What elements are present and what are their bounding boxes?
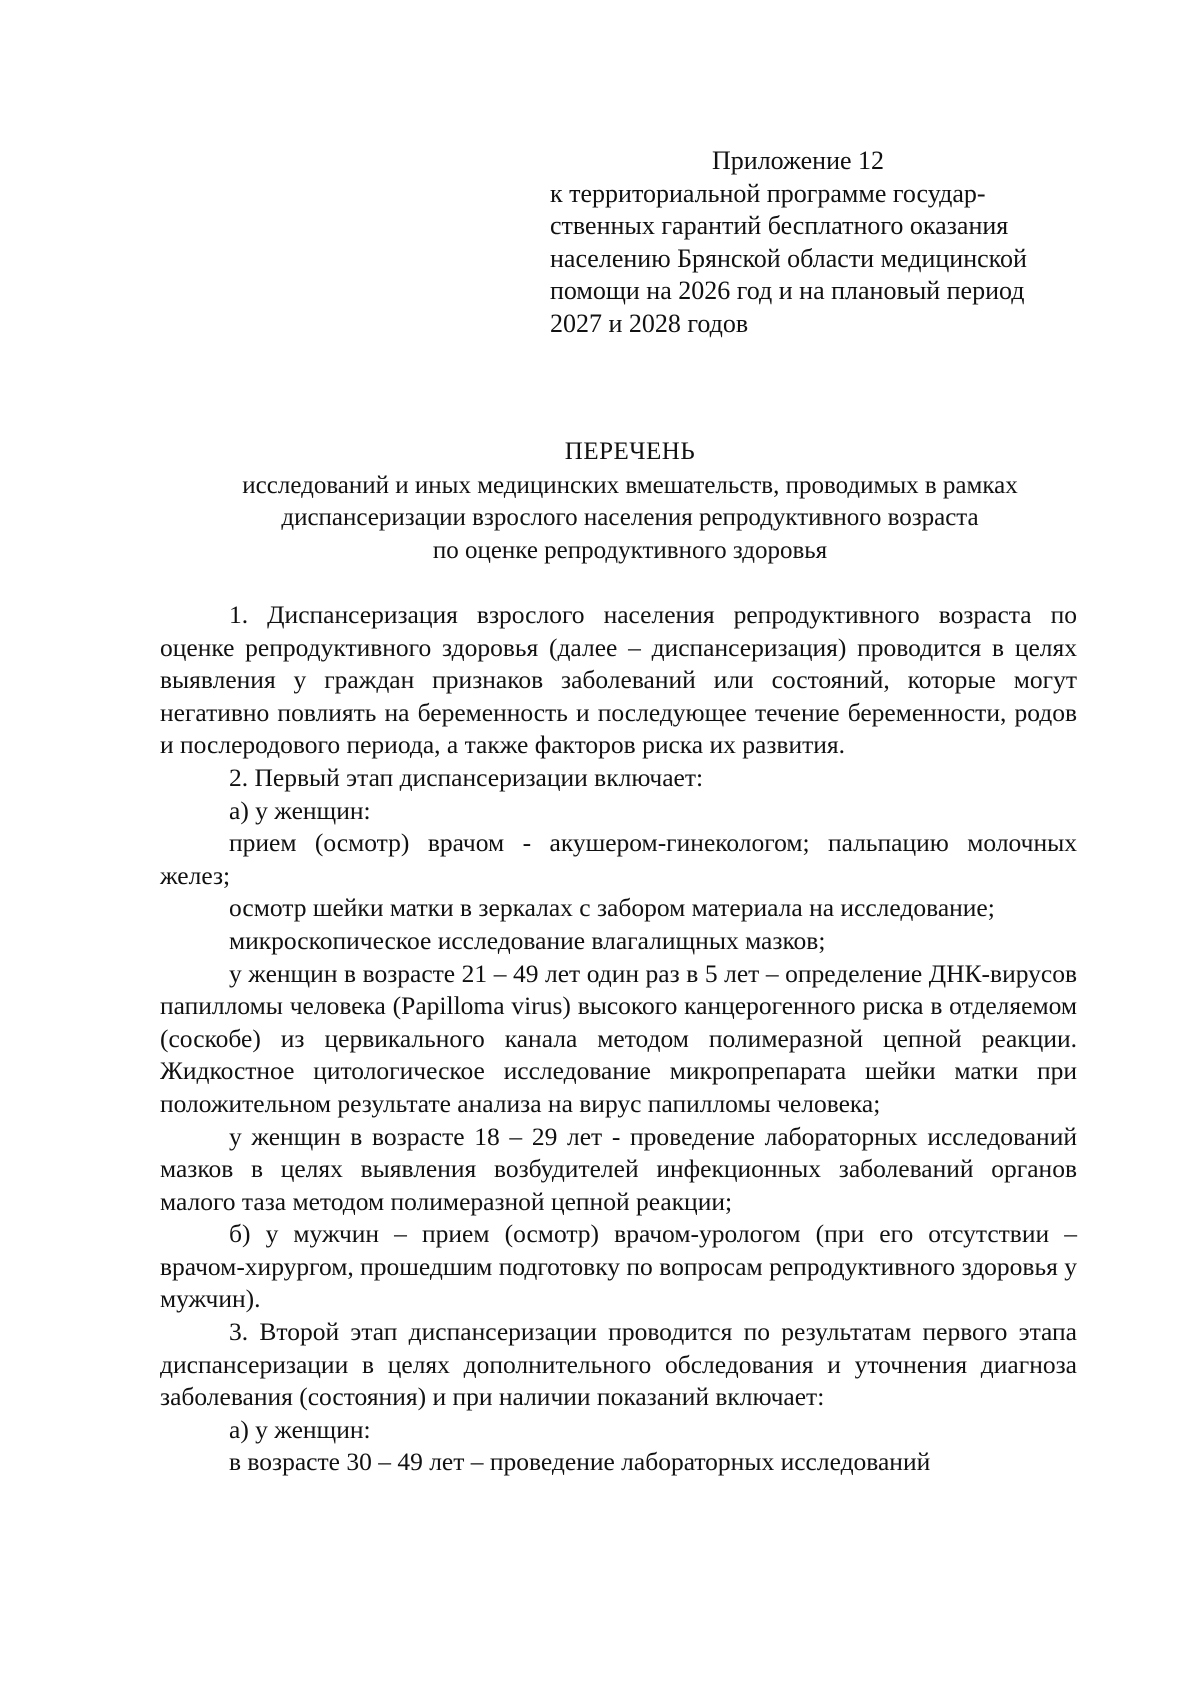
list-item: осмотр шейки матки в зеркалах с забором материала на исследование; (229, 893, 995, 923)
appendix-line: ственных гарантий бесплатного оказания (550, 211, 1009, 241)
document-body (160, 599, 1077, 1479)
list-item: микроскопическое исследование влагалищных мазков; (229, 925, 826, 955)
appendix-line: помощи на 2026 год и на плановый период (550, 276, 1025, 306)
document-heading (160, 436, 1100, 567)
heading-line: исследований и иных медицинских вмешательств, проводимых в рамках (242, 471, 1018, 499)
list-item: у женщин в возрасте 18 – 29 лет - проведение лабораторных исследований мазков в целях выявления возбудителей инфекционных заболеваний органов малого таза методом полимеразной цепной реакции; (160, 1121, 1077, 1216)
paragraph-3: 3. Второй этап диспансеризации проводится по результатам первого этапа диспансеризации в целях дополнительного обследования и уточнения диагноза заболевания (состояния) и при наличии показаний включает: (160, 1317, 1077, 1412)
list-item: у женщин в возрасте 21 – 49 лет один раз в 5 лет – определение ДНК-вирусов папилломы человека (Papilloma virus) высокого канцерогенного риска в отделяемом (соскобе) из цервикального канала методом полимеразной цепной реакции. Жидкостное цитологическое исследование микропрепарата шейки матки при положительном результате анализа на вирус папилломы человека; (160, 958, 1077, 1118)
paragraph-2: 2. Первый этап диспансеризации включает: (229, 762, 704, 792)
paragraph-2b: б) у мужчин – прием (осмотр) врачом-урологом (при его отсутствии – врачом-хирургом, прошедшим подготовку по вопросам репродуктивного здоровья у мужчин). (160, 1219, 1077, 1314)
paragraph-1: 1. Диспансеризация взрослого населения репродуктивного возраста по оценке репродуктивного здоровья (далее – диспансеризация) проводится в целях выявления у граждан признаков заболеваний или состояний, которые могут негативно повлиять на беременность и последующее течение беременности, родов и послеродового периода, а также факторов риска их развития. (160, 600, 1077, 760)
appendix-line: населению Брянской области медицинской (550, 243, 1027, 273)
heading-line: диспансеризации взрослого населения репродуктивного возраста (281, 504, 979, 531)
paragraph-3a: а) у женщин: (229, 1414, 371, 1444)
document-title: ПЕРЕЧЕНЬ (564, 438, 696, 465)
appendix-line: к территориальной программе государ- (550, 178, 986, 208)
appendix-header (550, 145, 1070, 341)
paragraph-2a: а) у женщин: (229, 795, 371, 825)
heading-line: по оценке репродуктивного здоровья (432, 536, 828, 564)
list-item: прием (осмотр) врачом - акушером-гинекологом; пальпацию молочных желез; (160, 828, 1077, 890)
list-item: в возрасте 30 – 49 лет – проведение лабораторных исследований (229, 1447, 931, 1477)
appendix-title: Приложение 12 (712, 146, 885, 175)
appendix-line: 2027 и 2028 годов (550, 308, 749, 338)
